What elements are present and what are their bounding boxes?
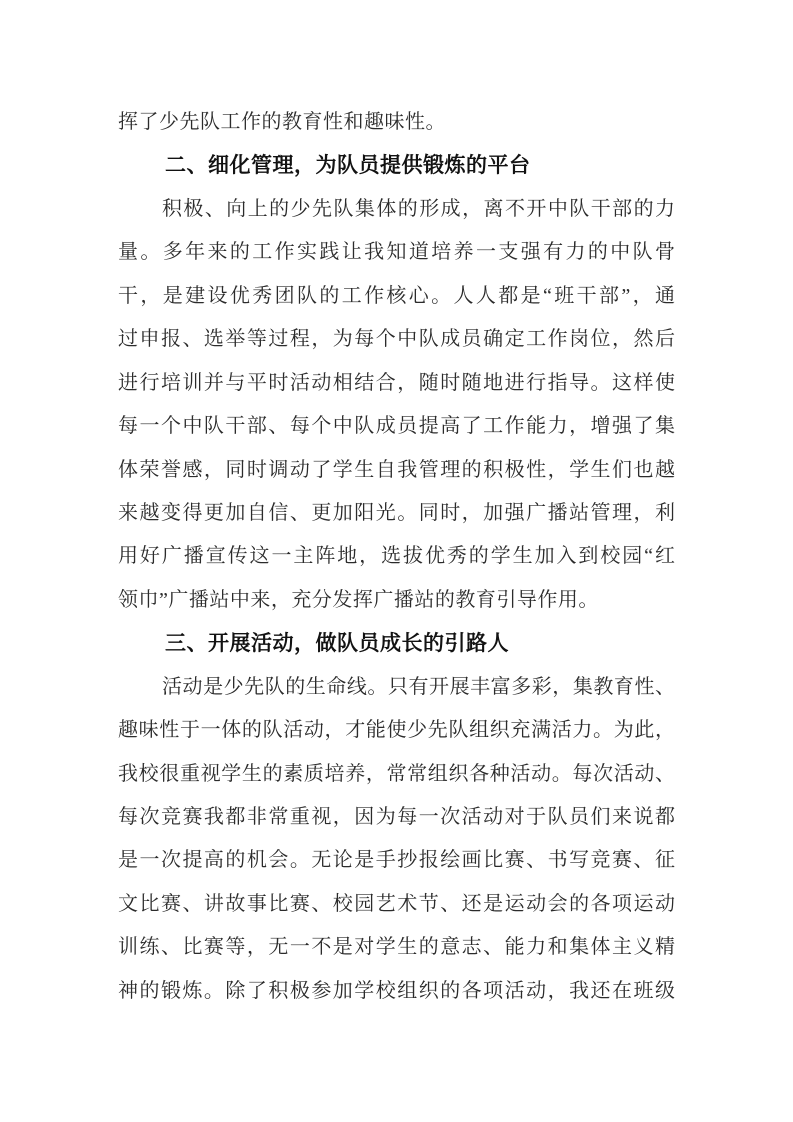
text-line: 来越变得更加自信、更加阳光。同时，加强广播站管理，利 xyxy=(118,501,675,524)
text-line: 体荣誉感，同时调动了学生自我管理的积极性，学生们也越 xyxy=(118,458,675,481)
text-line: 积极、向上的少先队集体的形成，离不开中队干部的力 xyxy=(162,197,675,220)
text-line: 趣味性于一体的队活动，才能使少先队组织充满活力。为此， xyxy=(118,719,675,742)
text-line: 过申报、选举等过程，为每个中队成员确定工作岗位，然后 xyxy=(118,328,675,351)
section-heading: 三、开展活动，做队员成长的引路人 xyxy=(165,632,509,656)
text-line: 训练、比赛等，无一不是对学生的意志、能力和集体主义精 xyxy=(118,936,675,959)
text-line: 用好广播宣传这一主阵地，选拔优秀的学生加入到校园“红 xyxy=(118,545,675,568)
text-line: 进行培训并与平时活动相结合，随时随地进行指导。这样使 xyxy=(118,371,675,394)
text-line: 每次竞赛我都非常重视，因为每一次活动对于队员们来说都 xyxy=(118,806,675,828)
text-line: 领巾”广播站中来，充分发挥广播站的教育引导作用。 xyxy=(118,588,599,611)
section-heading: 二、细化管理，为队员提供锻炼的平台 xyxy=(165,154,531,178)
text-line: 干，是建设优秀团队的工作核心。人人都是“班干部”，通 xyxy=(118,284,675,307)
text-line: 神的锻炼。除了积极参加学校组织的各项活动，我还在班级 xyxy=(118,979,675,1002)
text-line: 文比赛、讲故事比赛、校园艺术节、还是运动会的各项运动 xyxy=(118,892,675,915)
text-line: 是一次提高的机会。无论是手抄报绘画比赛、书写竞赛、征 xyxy=(118,849,675,872)
text-line: 挥了少先队工作的教育性和趣味性。 xyxy=(118,111,446,133)
text-line: 量。多年来的工作实践让我知道培养一支强有力的中队骨 xyxy=(118,241,675,264)
text-line: 每一个中队干部、每个中队成员提高了工作能力，增强了集 xyxy=(118,415,675,438)
text-block xyxy=(118,101,675,1013)
text-line: 活动是少先队的生命线。只有开展丰富多彩，集教育性、 xyxy=(162,675,675,698)
text-line: 我校很重视学生的素质培养，常常组织各种活动。每次活动、 xyxy=(118,762,675,785)
